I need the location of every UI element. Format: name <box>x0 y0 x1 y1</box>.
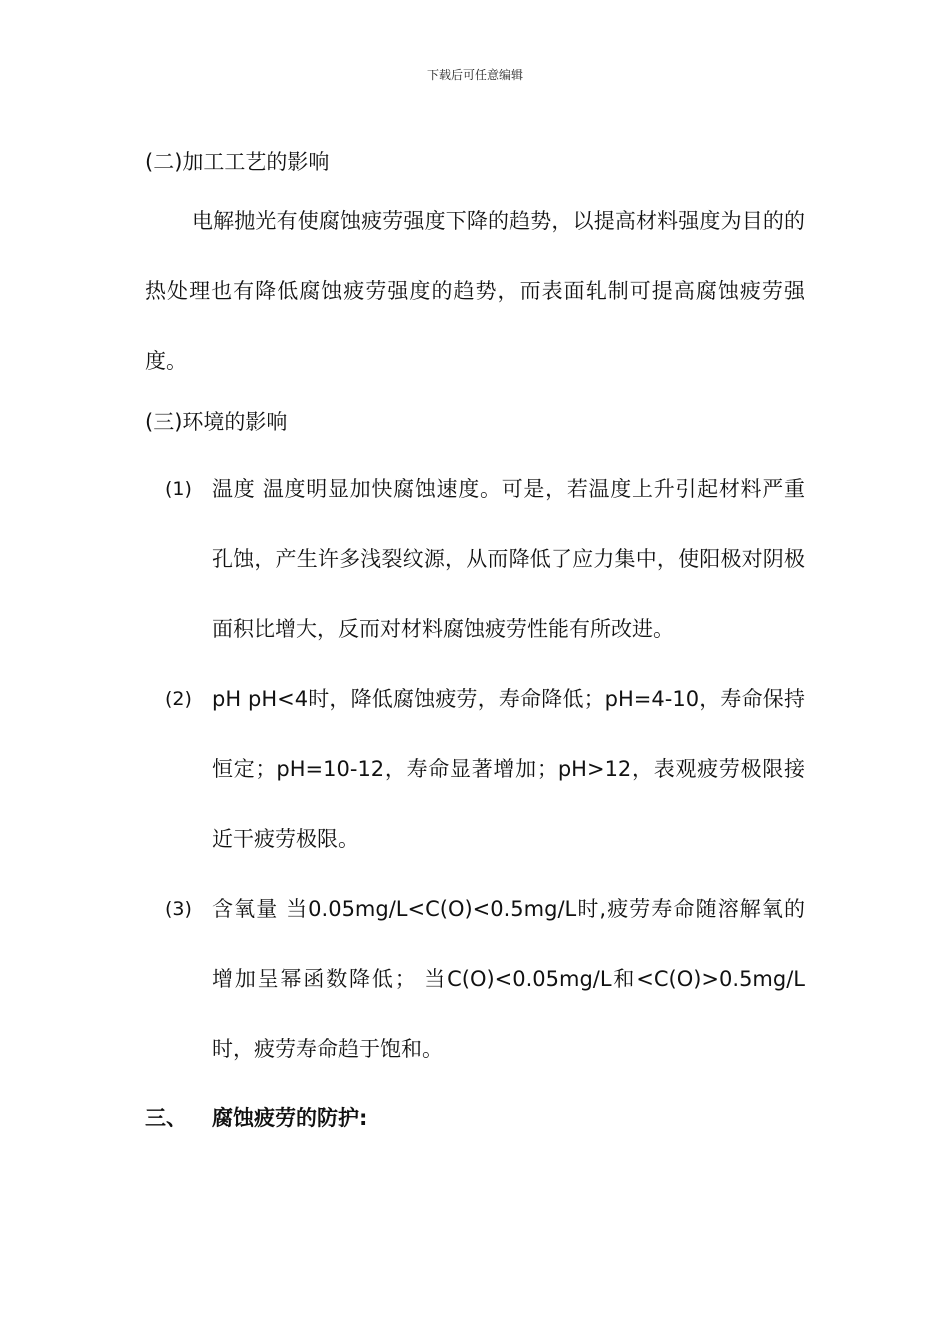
list-item-number: (1) <box>165 478 192 500</box>
list-item-text: 含氧量 当0.05mg/L<C(O)<0.5mg/L时,疲劳寿命随溶解氧的增加呈幂函数降低； 当C(O)<0.05mg/L和<C(O)>0.5mg/L时，疲劳寿命趋于饱和。 <box>212 897 805 1061</box>
paragraph-processing: 电解抛光有使腐蚀疲劳强度下降的趋势，以提高材料强度为目的的热处理也有降低腐蚀疲劳强度的趋势，而表面轧制可提高腐蚀疲劳强度。 <box>145 209 805 373</box>
document-body <box>145 138 805 1148</box>
section-number: 三、 <box>145 1106 187 1130</box>
list-item-text: pH pH<4时，降低腐蚀疲劳，寿命降低；pH=4-10，寿命保持恒定；pH=10-12，寿命显著增加；pH>12，表观疲劳极限接近干疲劳极限。 <box>212 687 805 851</box>
list-item-number: (3) <box>165 898 192 920</box>
list-item <box>145 664 805 874</box>
heading-processing: (二)加工工艺的影响 <box>145 150 330 174</box>
heading-environment: (三)环境的影响 <box>145 410 288 434</box>
section-heading <box>145 1088 805 1148</box>
list-item <box>145 454 805 664</box>
list-item-text: 温度 温度明显加快腐蚀速度。可是，若温度上升引起材料严重孔蚀，产生许多浅裂纹源，从而降低了应力集中，使阳极对阴极面积比增大，反而对材料腐蚀疲劳性能有所改进。 <box>212 477 805 641</box>
page-header: 下载后可任意编辑 <box>426 68 523 82</box>
list-item-number: (2) <box>165 688 192 710</box>
list-item <box>145 874 805 1084</box>
section-title: 腐蚀疲劳的防护: <box>212 1106 368 1130</box>
